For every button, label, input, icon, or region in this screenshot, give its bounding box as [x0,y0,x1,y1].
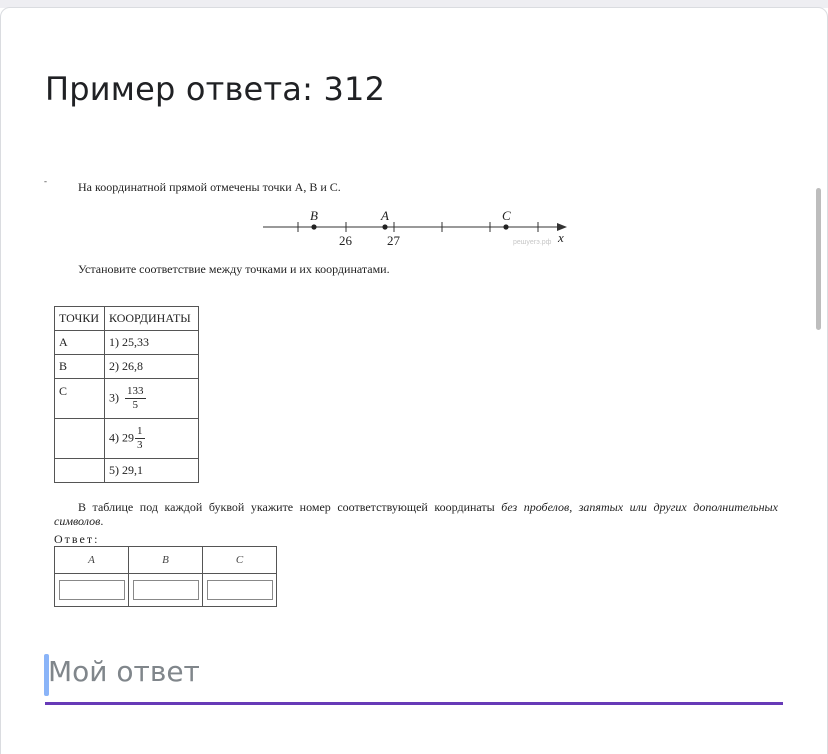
table-row [55,331,199,355]
point-a [382,224,387,229]
fraction-numerator: 1 [137,425,143,437]
coord-prefix: 3) [109,390,119,405]
point-c [503,224,508,229]
table-cell-coord: 5) 29,1 [105,459,199,483]
answer-label: Ответ: [54,532,100,546]
point-label-c: C [502,208,511,223]
tick-label-26: 26 [339,233,352,248]
answer-input-underline [45,702,783,705]
fraction-numerator: 133 [127,385,144,397]
point-label-a: A [381,208,389,223]
table-header: ТОЧКИ [55,307,105,331]
answer-cell [55,574,129,607]
task-instruction [54,500,778,528]
table-cell-point: C [55,379,105,419]
answer-header: B [129,547,203,574]
answer-cell [203,574,277,607]
answer-table [54,546,277,607]
axis-label-x: x [558,230,564,245]
table-cell-coord [105,379,199,419]
table-header: КООРДИНАТЫ [105,307,199,331]
instruction-italic: без пробелов, запятых или других дополнительных символов [54,500,778,528]
table-cell-coord: 1) 25,33 [105,331,199,355]
table-header-row [55,307,199,331]
table-cell-coord: 2) 26,8 [105,355,199,379]
table-cell-point: A [55,331,105,355]
table-row [55,459,199,483]
fraction [125,385,146,412]
number-line [255,200,575,250]
point-label-b: B [310,208,318,223]
table-row [55,355,199,379]
task-marker: - [44,176,47,186]
task-intro: На координатной прямой отмечены точки A, B и C. [78,180,341,194]
answer-box-b [133,580,199,600]
answer-header: C [203,547,277,574]
answer-box-c [207,580,273,600]
answer-cell [129,574,203,607]
answer-input[interactable]: Мой ответ [48,655,200,688]
question-title: Пример ответа: 312 [45,70,386,108]
task-question: Установите соответствие между точками и их координатами. [78,262,390,276]
fraction [135,425,145,452]
answer-box-a [59,580,125,600]
answer-header: A [55,547,129,574]
table-row [55,379,199,419]
instruction-end: . [100,514,104,528]
table-cell-coord [105,419,199,459]
match-table [54,306,199,483]
tick-label-27: 27 [387,233,400,248]
answer-input-row [55,574,277,607]
fraction-denominator: 5 [132,399,138,411]
table-row [55,419,199,459]
watermark: решуегэ.рф [513,239,552,246]
fraction-denominator: 3 [137,439,143,451]
answer-header-row [55,547,277,574]
table-cell-point [55,419,105,459]
point-b [311,224,316,229]
table-cell-point [55,459,105,483]
instruction-text: В таблице под каждой буквой укажите номер соответствующей координаты [78,500,502,514]
coord-prefix: 4) 29 [109,430,134,445]
table-cell-point: B [55,355,105,379]
